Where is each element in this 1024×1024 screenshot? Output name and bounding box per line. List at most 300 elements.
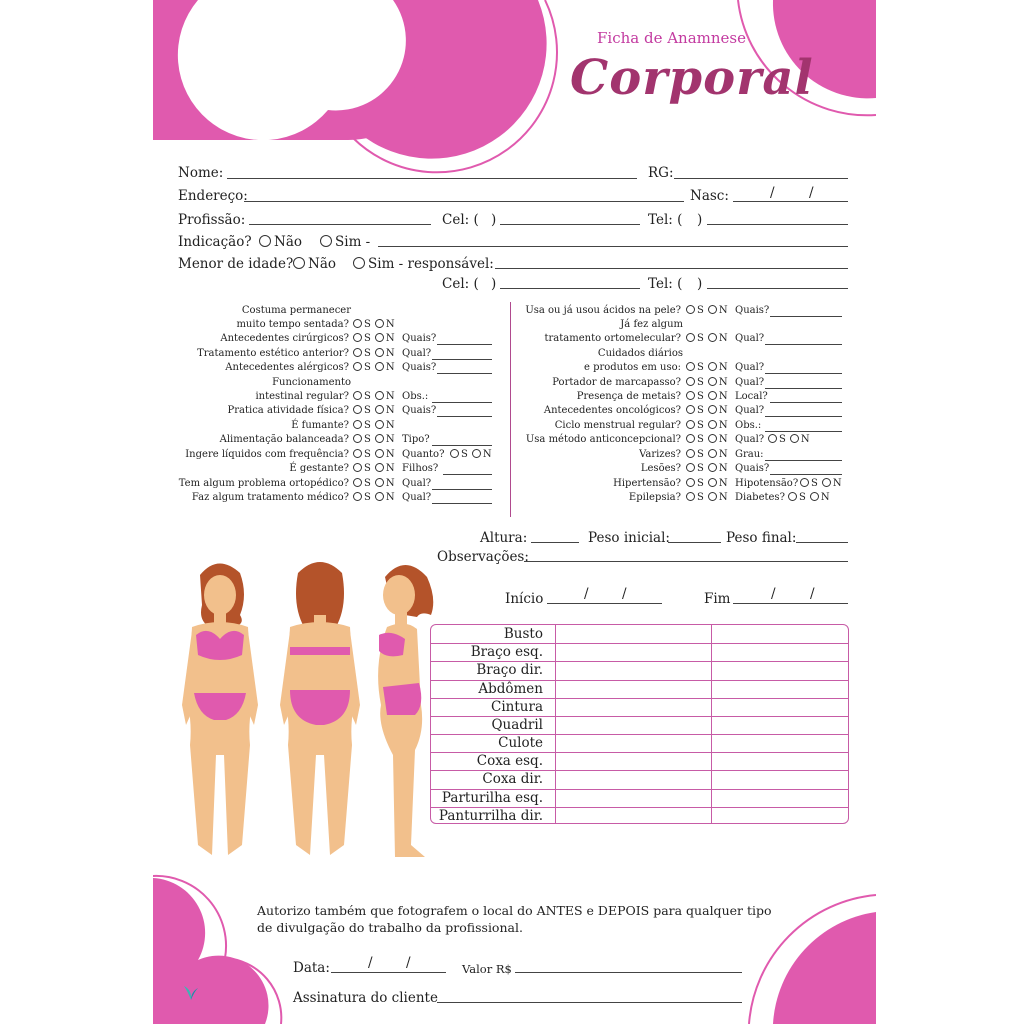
radio-icon <box>375 434 384 443</box>
radio-icon <box>686 449 695 458</box>
option-s[interactable]: S <box>353 405 371 416</box>
fim-slash-2: / <box>810 586 815 602</box>
option-n[interactable]: N <box>375 319 395 330</box>
option-n[interactable]: N <box>822 478 842 489</box>
brand-logo-icon <box>182 984 200 1002</box>
right-question-2-field[interactable] <box>765 373 843 374</box>
radio-icon <box>375 420 384 429</box>
cel-paren-close: ) <box>491 212 497 228</box>
resp-tel-field[interactable] <box>707 288 848 289</box>
option-s[interactable]: S <box>686 492 704 503</box>
left-question-9-options <box>353 463 399 474</box>
radio-icon <box>375 391 384 400</box>
left-question-10-options <box>353 478 399 489</box>
radio-icon <box>353 362 362 371</box>
measurement-cell-final[interactable] <box>712 734 848 752</box>
radio-icon <box>686 377 695 386</box>
option-s[interactable]: S <box>353 449 371 460</box>
radio-icon <box>686 391 695 400</box>
option-s[interactable]: S <box>450 449 468 460</box>
right-question-5-field[interactable] <box>765 416 843 417</box>
option-s[interactable]: S <box>686 391 704 402</box>
data-field[interactable] <box>331 972 446 973</box>
left-question-1-extra: Quais? <box>402 333 437 344</box>
radio-icon <box>686 305 695 314</box>
measurement-cell-final[interactable] <box>712 770 848 788</box>
nasc-slash-2: / <box>809 185 814 201</box>
radio-icon <box>375 449 384 458</box>
radio-icon <box>788 492 797 501</box>
left-question-11-extra: Qual? <box>402 492 432 503</box>
option-s[interactable]: S <box>686 333 704 344</box>
option-s[interactable]: S <box>686 478 704 489</box>
right-question-1-field[interactable] <box>765 344 843 345</box>
option-n[interactable]: N <box>708 391 728 402</box>
indicacao-nao-option[interactable]: Não <box>259 234 302 250</box>
measurement-cell-initial[interactable] <box>556 698 711 716</box>
radio-icon <box>708 449 717 458</box>
option-s[interactable]: S <box>353 478 371 489</box>
radio-icon <box>353 405 362 414</box>
left-question-10-field[interactable] <box>432 489 493 490</box>
left-question-4-field[interactable] <box>432 402 493 403</box>
radio-icon <box>353 391 362 400</box>
radio-icon <box>800 478 809 487</box>
radio-icon <box>810 492 819 501</box>
right-question-10-extra: Hipotensão? <box>735 478 799 489</box>
menor-sim-option[interactable]: Sim - responsável: <box>353 256 494 272</box>
nasc-field[interactable] <box>733 201 848 202</box>
form-title: Corporal <box>570 50 814 106</box>
measurement-table <box>430 624 849 824</box>
peso-final-field[interactable] <box>796 542 848 543</box>
option-s[interactable]: S <box>788 492 806 503</box>
measurement-label: Panturrilha dir. <box>438 807 543 824</box>
resp-cel-field[interactable] <box>500 288 640 289</box>
measurement-cell-initial[interactable] <box>556 807 711 825</box>
measurement-label: Coxa dir. <box>482 771 543 788</box>
measurement-cell-initial[interactable] <box>556 680 711 698</box>
right-question-11-sub-options <box>788 492 834 503</box>
right-question-2-label: e produtos em uso: <box>583 362 681 373</box>
option-n[interactable]: N <box>708 333 728 344</box>
option-s[interactable]: S <box>353 348 371 359</box>
right-question-3-field[interactable] <box>765 388 843 389</box>
left-question-5-field[interactable] <box>437 416 492 417</box>
radio-icon <box>708 333 717 342</box>
right-question-4-field[interactable] <box>770 402 842 403</box>
measurement-cell-final[interactable] <box>712 807 848 825</box>
right-question-8-options <box>686 449 732 460</box>
radio-icon <box>790 434 799 443</box>
left-question-9-label: É gestante? <box>289 463 349 474</box>
resp-tel-paren-close: ) <box>697 276 703 292</box>
radio-icon <box>686 478 695 487</box>
measurement-label: Braço esq. <box>470 644 543 661</box>
radio-icon <box>708 434 717 443</box>
option-s[interactable]: S <box>353 492 371 503</box>
peso-inicial-label: Peso inicial: <box>588 530 670 546</box>
option-n[interactable]: N <box>375 478 395 489</box>
radio-icon <box>686 492 695 501</box>
left-question-8-label: Ingere líquidos com frequência? <box>185 449 349 460</box>
radio-icon <box>768 434 777 443</box>
option-n[interactable]: N <box>375 405 395 416</box>
radio-icon <box>708 420 717 429</box>
left-question-10-extra: Qual? <box>402 478 432 489</box>
right-question-8-field[interactable] <box>765 460 843 461</box>
right-question-6-extra: Obs.: <box>735 420 762 431</box>
radio-icon <box>353 348 362 357</box>
left-question-11-label: Faz algum tratamento médico? <box>191 492 349 503</box>
option-s[interactable]: S <box>686 434 704 445</box>
option-s[interactable]: S <box>686 377 704 388</box>
measurement-cell-final[interactable] <box>712 625 848 643</box>
left-question-11-field[interactable] <box>432 503 493 504</box>
measurement-label: Braço dir. <box>476 662 543 679</box>
left-question-4-extra: Obs.: <box>402 391 429 402</box>
inicio-slash-1: / <box>584 586 589 602</box>
right-question-6-label: Ciclo menstrual regular? <box>554 420 681 431</box>
measurement-cell-initial[interactable] <box>556 752 711 770</box>
option-n[interactable]: N <box>375 391 395 402</box>
indicacao-field[interactable] <box>378 246 848 247</box>
tel-field[interactable] <box>707 224 848 225</box>
option-n[interactable]: N <box>810 492 830 503</box>
right-question-4-extra: Local? <box>735 391 768 402</box>
measurement-cell-final[interactable] <box>712 716 848 734</box>
radio-icon <box>708 391 717 400</box>
radio-icon <box>375 463 384 472</box>
option-n[interactable]: N <box>708 420 728 431</box>
rg-field[interactable] <box>674 178 848 179</box>
radio-icon <box>353 449 362 458</box>
left-question-5-options <box>353 405 399 416</box>
radio-icon <box>353 333 362 342</box>
endereco-field[interactable] <box>244 201 684 202</box>
inicio-label: Início <box>505 591 544 607</box>
right-question-9-options <box>686 463 732 474</box>
bottom-left-blob <box>153 878 269 1024</box>
radio-icon <box>353 319 362 328</box>
left-question-7-options <box>353 434 399 445</box>
option-n[interactable]: N <box>472 449 492 460</box>
cel-field[interactable] <box>500 224 640 225</box>
cel-label: Cel: ( <box>442 212 479 228</box>
left-question-2-field[interactable] <box>432 359 493 360</box>
option-s[interactable]: S <box>686 420 704 431</box>
right-question-0-label: Usa ou já usou ácidos na pele? <box>525 305 681 316</box>
right-question-9-field[interactable] <box>770 474 842 475</box>
profissao-field[interactable] <box>249 224 431 225</box>
option-n[interactable]: N <box>708 434 728 445</box>
measurement-label: Busto <box>503 626 543 642</box>
right-question-0-extra: Quais? <box>735 305 770 316</box>
responsavel-field[interactable] <box>495 268 848 269</box>
option-n[interactable]: N <box>708 377 728 388</box>
option-n[interactable]: N <box>375 333 395 344</box>
radio-icon <box>708 463 717 472</box>
radio-icon <box>353 478 362 487</box>
option-n[interactable]: N <box>375 348 395 359</box>
right-question-1-label: tratamento ortomelecular? <box>544 333 681 344</box>
option-s[interactable]: S <box>800 478 818 489</box>
measurement-cell-final[interactable] <box>712 680 848 698</box>
right-question-0-field[interactable] <box>770 316 842 317</box>
right-question-8-label: Varizes? <box>639 449 681 460</box>
radio-icon <box>708 478 717 487</box>
left-question-0-pre: Costuma permanecer <box>241 305 351 316</box>
observacoes-field[interactable] <box>524 561 848 562</box>
valor-field[interactable] <box>515 972 742 973</box>
right-question-7-options <box>686 434 732 445</box>
left-question-3-field[interactable] <box>437 373 492 374</box>
radio-icon <box>472 449 481 458</box>
menor-label: Menor de idade? <box>178 256 294 272</box>
option-n[interactable]: N <box>708 305 728 316</box>
right-question-10-label: Hipertensão? <box>613 478 681 489</box>
right-question-5-extra: Qual? <box>735 405 765 416</box>
inicio-slash-2: / <box>622 586 627 602</box>
right-question-11-label: Epilepsia? <box>628 492 681 503</box>
measurement-cell-initial[interactable] <box>556 789 711 807</box>
assinatura-label: Assinatura do cliente <box>293 990 438 1006</box>
right-question-3-extra: Qual? <box>735 377 765 388</box>
measurement-cell-initial[interactable] <box>556 625 711 643</box>
left-question-1-label: Antecedentes cirúrgicos? <box>220 333 349 344</box>
radio-icon <box>353 420 362 429</box>
radio-icon <box>375 319 384 328</box>
left-question-10-label: Tem algum problema ortopédico? <box>178 478 349 489</box>
right-question-11-extra: Diabetes? <box>735 492 785 503</box>
left-question-8-sub-options <box>450 449 496 460</box>
option-s[interactable]: S <box>353 463 371 474</box>
right-question-2-options <box>686 362 732 373</box>
decorative-shapes <box>153 0 876 1024</box>
valor-label: Valor R$ <box>462 962 512 976</box>
nome-label: Nome: <box>178 165 224 181</box>
radio-icon <box>686 463 695 472</box>
measurement-cell-final[interactable] <box>712 698 848 716</box>
data-label: Data: <box>293 960 330 976</box>
left-question-4-label: intestinal regular? <box>255 391 349 402</box>
measurement-cell-final[interactable] <box>712 752 848 770</box>
fim-label: Fim <box>704 591 731 607</box>
right-question-10-options <box>686 478 732 489</box>
radio-icon <box>686 434 695 443</box>
altura-field[interactable] <box>531 542 579 543</box>
measurement-cell-final[interactable] <box>712 789 848 807</box>
right-question-4-options <box>686 391 732 402</box>
right-question-6-field[interactable] <box>765 431 843 432</box>
radio-icon <box>708 492 717 501</box>
consent-line-2: de divulgação do trabalho da profissional. <box>257 920 523 935</box>
measurement-cell-initial[interactable] <box>556 716 711 734</box>
option-s[interactable]: S <box>768 434 786 445</box>
left-question-2-label: Tratamento estético anterior? <box>197 348 349 359</box>
option-n[interactable]: N <box>708 449 728 460</box>
option-n[interactable]: N <box>375 463 395 474</box>
option-n[interactable]: N <box>708 478 728 489</box>
left-question-3-extra: Quais? <box>402 362 437 373</box>
right-question-10-sub-options <box>800 478 846 489</box>
front-figure <box>182 563 258 855</box>
resp-cel-label: Cel: ( <box>442 276 479 292</box>
right-question-3-options <box>686 377 732 388</box>
option-s[interactable]: S <box>686 463 704 474</box>
measurement-cell-initial[interactable] <box>556 661 711 679</box>
left-question-3-options <box>353 362 399 373</box>
radio-icon <box>822 478 831 487</box>
left-question-5-label: Pratica atividade física? <box>227 405 349 416</box>
left-question-9-extra: Filhos? <box>402 463 439 474</box>
measurement-cell-initial[interactable] <box>556 734 711 752</box>
left-question-2-options <box>353 348 399 359</box>
bottom-right-blob <box>773 912 876 1024</box>
menor-nao-option[interactable]: Não <box>293 256 336 272</box>
radio-icon <box>375 478 384 487</box>
left-question-0-options <box>353 319 399 330</box>
option-s[interactable]: S <box>686 362 704 373</box>
measurement-label: Cintura <box>491 698 543 715</box>
left-question-1-field[interactable] <box>437 344 492 345</box>
right-question-1-options <box>686 333 732 344</box>
radio-icon <box>293 257 305 269</box>
tel-paren-close: ) <box>697 212 703 228</box>
left-question-8-options <box>353 449 399 460</box>
right-question-1-pre: Já fez algum <box>620 319 683 330</box>
measurement-cell-final[interactable] <box>712 661 848 679</box>
radio-icon <box>353 257 365 269</box>
observacoes-label: Observações: <box>437 549 529 565</box>
right-question-9-extra: Quais? <box>735 463 770 474</box>
radio-icon <box>375 492 384 501</box>
nome-field[interactable] <box>227 178 637 179</box>
right-question-7-label: Usa método anticoncepcional? <box>525 434 681 445</box>
left-question-4-pre: Funcionamento <box>272 377 351 388</box>
profissao-label: Profissão: <box>178 212 246 228</box>
option-s[interactable]: S <box>353 434 371 445</box>
right-question-7-extra: Qual? <box>735 434 765 445</box>
option-n[interactable]: N <box>375 420 395 431</box>
radio-icon <box>375 362 384 371</box>
measurement-label: Parturilha esq. <box>441 789 543 806</box>
left-question-0-label: muito tempo sentada? <box>236 319 349 330</box>
option-n[interactable]: N <box>708 362 728 373</box>
radio-icon <box>353 492 362 501</box>
nasc-slash-1: / <box>770 185 775 201</box>
radio-icon <box>686 420 695 429</box>
measurement-cell-initial[interactable] <box>556 770 711 788</box>
option-s[interactable]: S <box>353 391 371 402</box>
resp-cel-paren-close: ) <box>491 276 497 292</box>
option-n[interactable]: N <box>708 405 728 416</box>
option-s[interactable]: S <box>353 319 371 330</box>
inicio-field[interactable] <box>547 603 662 604</box>
left-question-7-field[interactable] <box>432 445 493 446</box>
right-question-2-pre: Cuidados diários <box>597 348 683 359</box>
endereco-label: Endereço: <box>178 188 248 204</box>
left-question-6-label: É fumante? <box>291 420 349 431</box>
option-n[interactable]: N <box>375 492 395 503</box>
option-s[interactable]: S <box>686 405 704 416</box>
form-subtitle: Ficha de Anamnese <box>597 29 746 47</box>
measurement-label: Abdômen <box>478 680 543 697</box>
radio-icon <box>375 405 384 414</box>
assinatura-field[interactable] <box>437 1002 742 1003</box>
measurement-cell-initial[interactable] <box>556 643 711 661</box>
right-question-3-label: Portador de marcapasso? <box>552 377 681 388</box>
right-question-5-label: Antecedentes oncológicos? <box>543 405 681 416</box>
nasc-label: Nasc: <box>690 188 729 204</box>
consent-line-1: Autorizo também que fotografem o local do ANTES e DEPOIS para qualquer tipo <box>257 903 772 918</box>
right-question-0-options <box>686 305 732 316</box>
resp-tel-label: Tel: ( <box>648 276 683 292</box>
side-figure <box>378 565 433 857</box>
radio-icon <box>259 235 271 247</box>
option-n[interactable]: N <box>375 362 395 373</box>
left-question-7-extra: Tipo? <box>402 434 430 445</box>
indicacao-sim-option[interactable]: Sim - <box>320 234 370 250</box>
radio-icon <box>686 405 695 414</box>
measurement-label: Quadril <box>491 716 543 733</box>
back-figure <box>280 562 360 855</box>
option-s[interactable]: S <box>686 305 704 316</box>
tel-label: Tel: ( <box>648 212 683 228</box>
right-question-9-label: Lesões? <box>640 463 681 474</box>
radio-icon <box>708 377 717 386</box>
radio-icon <box>708 362 717 371</box>
indicacao-label: Indicação? <box>178 234 252 250</box>
option-n[interactable]: N <box>708 463 728 474</box>
left-question-1-options <box>353 333 399 344</box>
radio-icon <box>375 333 384 342</box>
left-question-5-extra: Quais? <box>402 405 437 416</box>
right-question-8-extra: Grau: <box>735 449 764 460</box>
fim-field[interactable] <box>733 603 848 604</box>
option-n[interactable]: N <box>708 492 728 503</box>
measurement-cell-final[interactable] <box>712 643 848 661</box>
form-sheet <box>153 0 876 1024</box>
peso-final-label: Peso final: <box>726 530 797 546</box>
option-s[interactable]: S <box>353 333 371 344</box>
left-question-6-options <box>353 420 399 431</box>
radio-icon <box>686 362 695 371</box>
radio-icon <box>320 235 332 247</box>
right-question-11-options <box>686 492 732 503</box>
option-n[interactable]: N <box>790 434 810 445</box>
option-s[interactable]: S <box>353 362 371 373</box>
radio-icon <box>353 434 362 443</box>
option-s[interactable]: S <box>686 449 704 460</box>
option-n[interactable]: N <box>375 434 395 445</box>
left-question-7-label: Alimentação balanceada? <box>219 434 349 445</box>
radio-icon <box>375 348 384 357</box>
measurement-label: Culote <box>498 735 543 752</box>
radio-icon <box>353 463 362 472</box>
data-slash-1: / <box>368 955 373 971</box>
right-question-4-label: Presença de metais? <box>576 391 681 402</box>
radio-icon <box>708 305 717 314</box>
peso-inicial-field[interactable] <box>668 542 721 543</box>
left-question-3-label: Antecedentes alérgicos? <box>225 362 349 373</box>
radio-icon <box>450 449 459 458</box>
option-s[interactable]: S <box>353 420 371 431</box>
left-question-9-field[interactable] <box>443 474 493 475</box>
left-question-4-options <box>353 391 399 402</box>
option-n[interactable]: N <box>375 449 395 460</box>
right-question-1-extra: Qual? <box>735 333 765 344</box>
